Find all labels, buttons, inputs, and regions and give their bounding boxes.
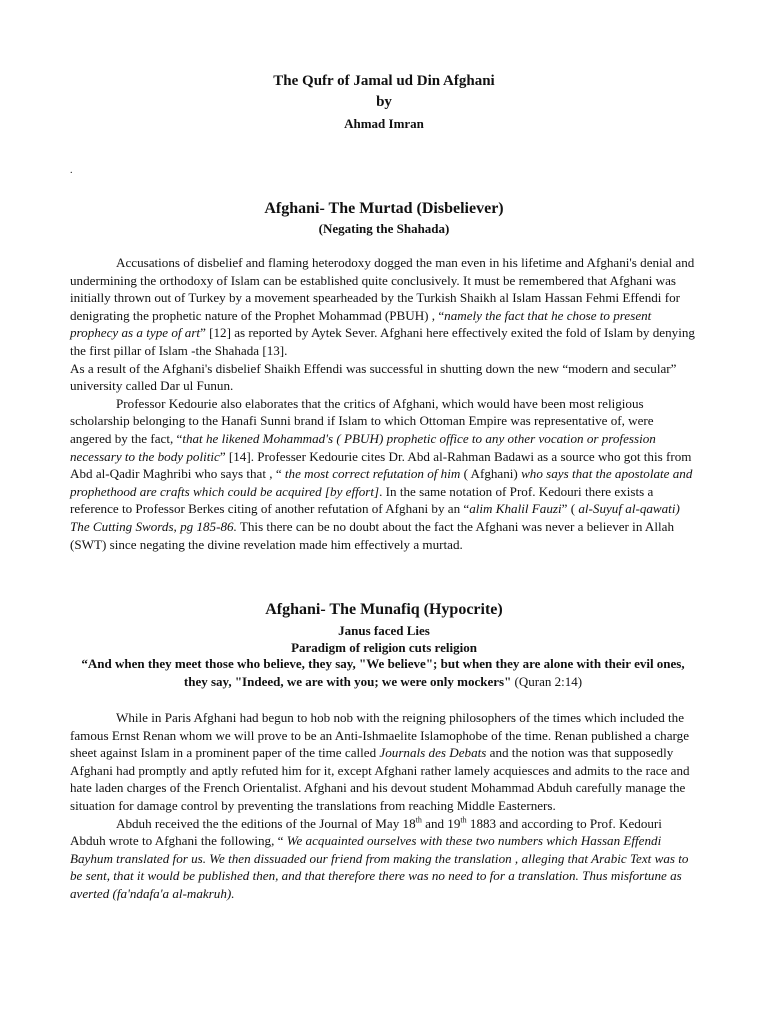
italic-quote: the most correct refutation of him <box>281 466 461 482</box>
text-run: . In the same notation of Prof. Kedouri there exists a reference to Professor Berkes citing of another refutation of Afghani by an “ <box>70 483 654 517</box>
paragraph <box>70 254 696 360</box>
section1-body <box>70 254 696 553</box>
text-run: Abduh received the the editions of the Journal of May 18 <box>116 815 416 831</box>
text-run: ” [12] as reported by Aytek Sever. Afghani here effectively exited the fold of Islam by denying the first pillar of Islam -the Shahada [13]. <box>70 325 695 358</box>
quran-quote <box>70 655 696 691</box>
section-subheading-paradigm: Paradigm of religion cuts religion <box>291 640 477 655</box>
paragraph <box>70 709 690 815</box>
section-heading-munafiq: Afghani- The Munafiq (Hypocrite) <box>265 601 503 618</box>
superscript: th <box>460 815 467 825</box>
section-heading-murtad: Afghani- The Murtad (Disbeliever) <box>264 200 504 217</box>
text-run: ” [14]. Professer Kedourie cites Dr. Abd al-Rahman Badawi as a source who got this from Abd al-Qadir Maghribi who says that , “ <box>70 448 692 482</box>
text-run: This there can be no doubt about the fact the Afghani was never a believer in Allah (SWT) since negating the divine revelation made him effectively a murtad. <box>70 518 675 552</box>
text-run: ” ( <box>561 501 579 517</box>
text-run: While in Paris Afghani had begun to hob nob with the reigning philosophers of the times which included the famous Ernst Renan whom we will prove to be an Anti-Ishmaelite Islamophobe of the time. Renan published a charge sheet against Islam in a prominent paper of the time called <box>70 710 690 761</box>
section-subheading-janus: Janus faced Lies <box>338 623 430 638</box>
italic-quote: who says that the apostolate and prophethood are crafts which could be acquired [by effort] <box>70 466 693 499</box>
italic-title: Journals des Debats <box>379 745 487 761</box>
section2-body <box>70 709 690 903</box>
stray-mark: . <box>70 165 73 176</box>
paragraph <box>70 815 690 903</box>
by-line: by <box>376 94 392 110</box>
document-title: The Qufr of Jamal ud Din Afghani <box>273 73 495 89</box>
text-run: Professor Kedourie also elaborates that the critics of Afghani, which would have been most religious scholarship belonging to the Hanafi Sunni brand if Islam to which Ottoman Empire was representative of, were angered by the fact, “ <box>70 395 654 446</box>
author-name: Ahmad Imran <box>344 116 424 131</box>
text-run: and 19 <box>421 815 461 831</box>
italic-quote: alim Khalil Fauzi <box>469 501 562 517</box>
italic-citation: al-Suyuf al-qawati) The Cutting Swords, pg 185-86. <box>70 501 680 534</box>
text-run: and the notion was that supposedly Afghani had promptly and aptly refuted him for it, except Afghani rather lamely acquiesces and admits to the race and hate laden charges of the French Orientalist. Afghani and his devout student Mohammad Abduh carefully manage the situation for damage control by preventing the translations from reaching Middle Easterners. <box>70 745 690 813</box>
text-run: Accusations of disbelief and flaming heterodoxy dogged the man even in his lifetime and Afghani's denial and undermining the orthodoxy of Islam can be established quite conclusively. It must be remembered that Afghani was initially thrown out of Turkey by a movement spearheaded by the Turkish Shaikh al Islam Hassan Fehmi Effendi for denigrating the prophetic nature of the Prophet Mohammad (PBUH) , “ <box>70 255 695 323</box>
quote-reference: (Quran 2:14) <box>511 674 583 689</box>
text-run: ( Afghani) <box>460 466 522 482</box>
paragraph <box>70 395 696 553</box>
paragraph: As a result of the Afghani's disbelief Shaikh Effendi was successful in shutting down the new “modern and secular” university called Dar ul Funun. <box>70 360 677 394</box>
quote-text: “And when they meet those who believe, they say, "We believe"; but when they are alone with their evil ones, they say, "Indeed, we are with you; we were only mockers" <box>81 656 685 689</box>
italic-quote: We acquainted ourselves with these two numbers which Hassan Effendi Bayhum translated for us. We then dissuaded our friend from making the translation , alleging that Arabic Text was to be sent, that it would be published then, and that therefore there was no need to for a translation. Thus misfortune as averted (fa'ndafa'a al-makruh). <box>70 833 689 901</box>
italic-quote: namely the fact that he chose to present prophecy as a type of art <box>70 307 652 341</box>
italic-quote: that he likened Mohammad's ( PBUH) prophetic office to any other vocation or profession necessary to the body politic <box>70 430 656 464</box>
text-run: 1883 and according to Prof. Kedouri Abduh wrote to Afghani the following, “ <box>70 815 662 849</box>
superscript: th <box>415 815 422 825</box>
section-subheading-shahada: (Negating the Shahada) <box>318 221 450 236</box>
